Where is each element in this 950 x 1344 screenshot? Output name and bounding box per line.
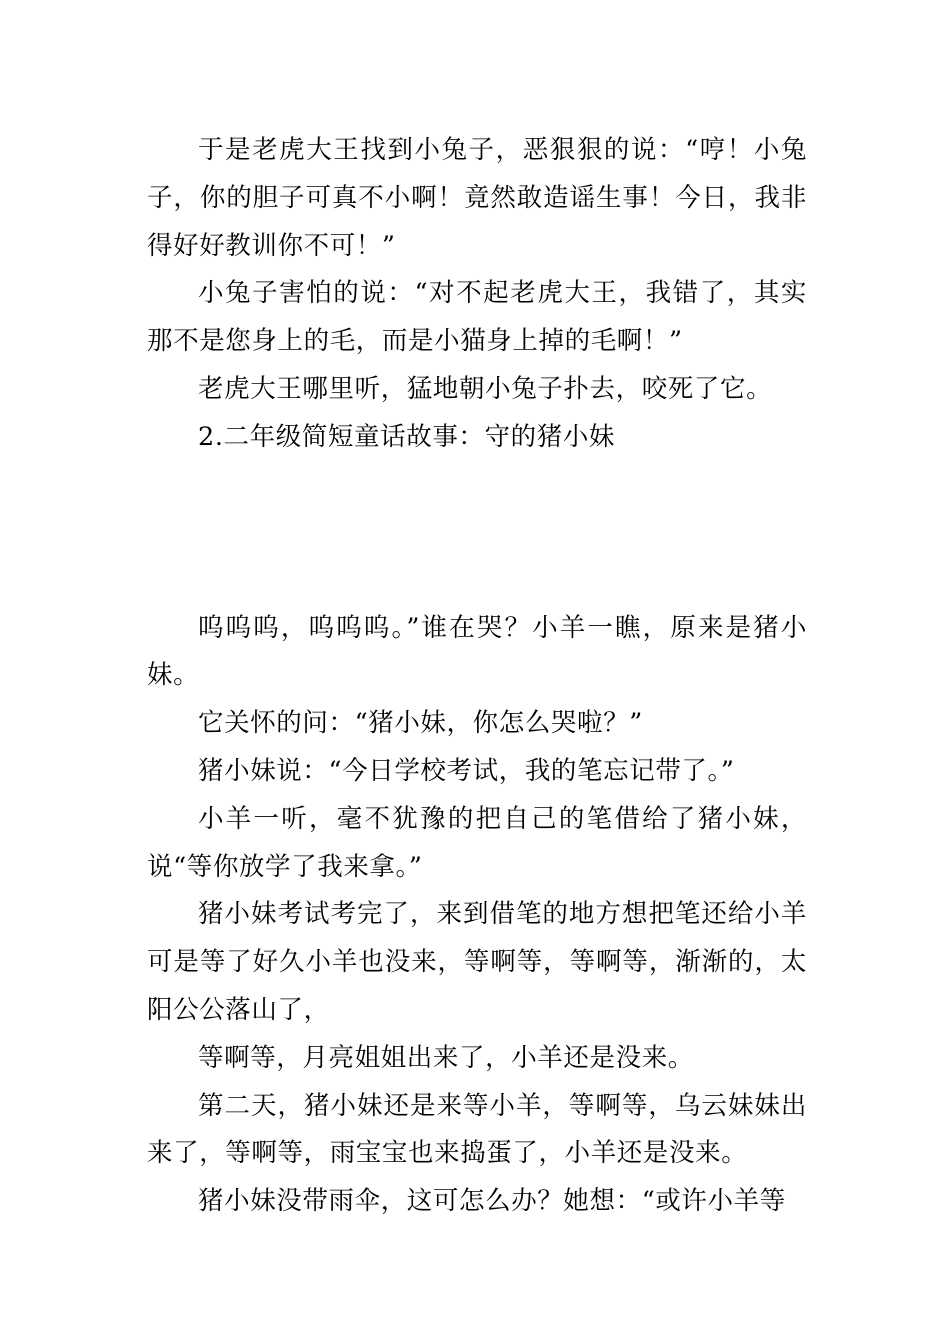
paragraph: 于是老虎大王找到小兔子，恶狠狠的说：“哼！小兔子，你的胆子可真不小啊！竟然敢造谣生事！今日，我非得好好教训你不可！” [147,135,807,261]
document-page [147,127,807,1226]
paragraph: 老虎大王哪里听，猛地朝小兔子扑去，咬死了它。 [198,373,773,404]
paragraph: 猪小妹没带雨伞，这可怎么办？她想：“或许小羊等 [198,1186,786,1217]
paragraph: 猪小妹说：“今日学校考试，我的笔忘记带了。” [198,755,735,786]
paragraph: 猪小妹考试考完了，来到借笔的地方想把笔还给小羊可是等了好久小羊也没来，等啊等，等啊等，渐渐的，太阳公公落山了， [147,899,807,1025]
section-heading: 2.二年级简短童话故事：守的猪小妹 [198,421,616,452]
paragraph: 第二天，猪小妹还是来等小羊，等啊等，乌云妹妹出来了，等啊等，雨宝宝也来捣蛋了，小羊还是没来。 [147,1090,807,1169]
paragraph: 呜呜呜，呜呜呜。”谁在哭？小羊一瞧，原来是猪小妹。 [147,612,807,691]
paragraph: 小羊一听，毫不犹豫的把自己的笔借给了猪小妹，说“等你放学了我来拿。” [147,803,807,882]
paragraph: 等啊等，月亮姐姐出来了，小羊还是没来。 [198,1042,694,1073]
paragraph: 它关怀的问：“猪小妹，你怎么哭啦？” [198,708,643,739]
blank-gap [147,462,807,605]
paragraph: 小兔子害怕的说：“对不起老虎大王，我错了，其实那不是您身上的毛，而是小猫身上掉的毛啊！” [147,278,807,357]
